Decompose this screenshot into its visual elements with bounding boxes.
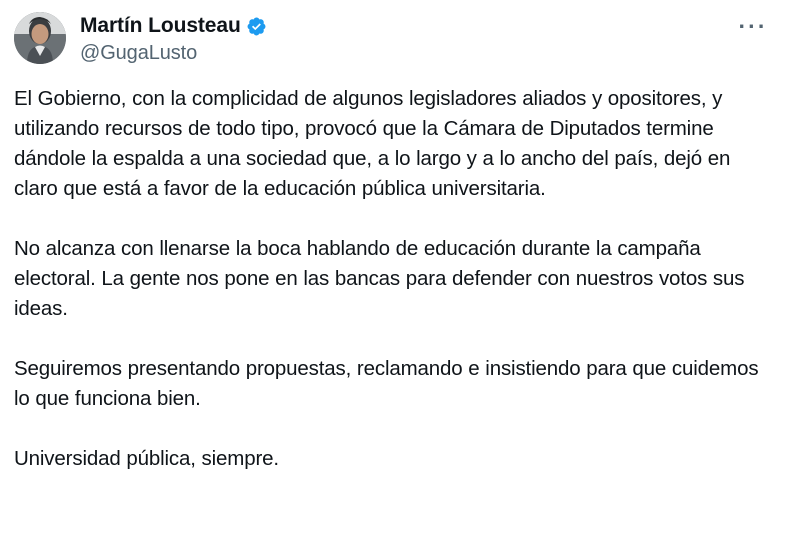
tweet-paragraph: Universidad pública, siempre.: [14, 447, 279, 470]
user-handle[interactable]: @GugaLusto: [80, 42, 198, 65]
user-identity: [80, 10, 267, 66]
tweet-paragraph: No alcanza con llenarse la boca hablando de educación durante la campaña electoral. La gente nos pone en las bancas para defender con nuestros votos sus ideas.: [14, 237, 745, 320]
user-avatar-photo-icon: [14, 12, 66, 64]
tweet-text: [14, 84, 770, 474]
more-options-button[interactable]: ···: [738, 13, 768, 39]
verified-badge-icon: [246, 16, 267, 37]
name-row: [80, 13, 267, 39]
tweet-paragraph: El Gobierno, con la complicidad de algunos legisladores aliados y opositores, y utilizando recursos de todo tipo, provocó que la Cámara de Diputados termine dándole la espalda a una sociedad que, a lo largo y a lo ancho del país, dejó en claro que está a favor de la educación pública universitaria.: [14, 87, 731, 200]
tweet-header: [14, 10, 770, 72]
tweet-paragraph: Seguiremos presentando propuestas, reclamando e insistiendo para que cuidemos lo que funciona bien.: [14, 357, 759, 410]
display-name[interactable]: Martín Lousteau: [80, 14, 241, 37]
avatar[interactable]: [14, 12, 66, 64]
